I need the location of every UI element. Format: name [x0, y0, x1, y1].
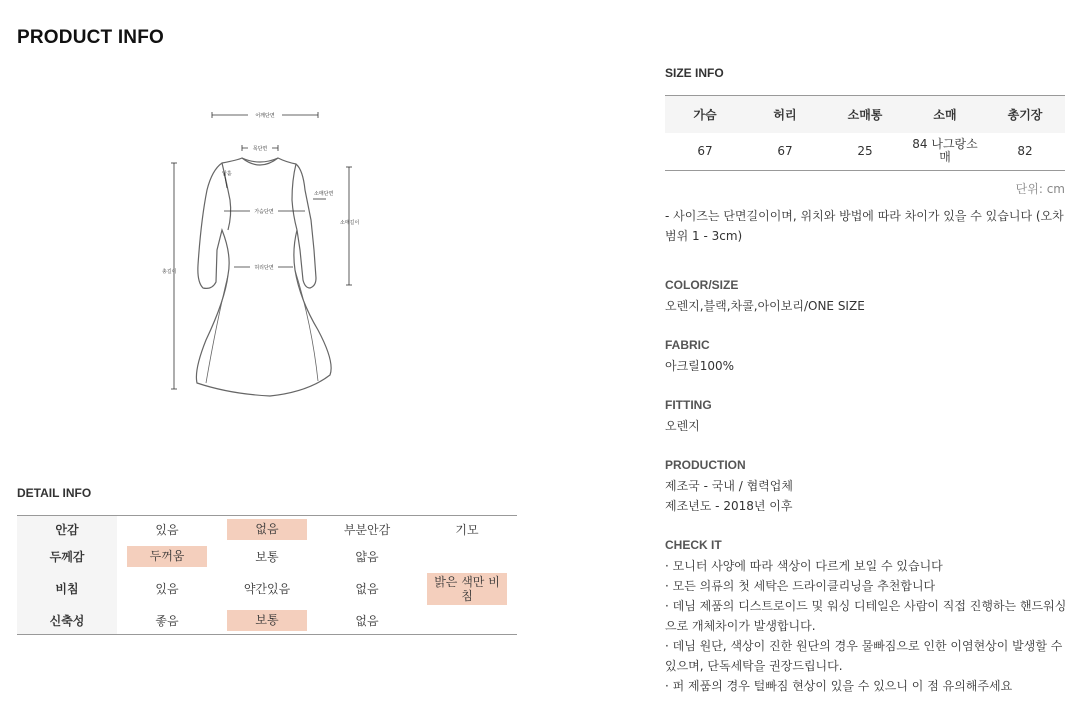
- detail-cell: 좋음: [155, 614, 179, 629]
- detail-cell: 없음: [355, 614, 379, 629]
- fitting-label: FITTING: [665, 398, 712, 412]
- detail-row-stretch: [17, 608, 517, 635]
- detail-head: 두께감: [17, 543, 117, 570]
- diagram-label-sleeve-length: 소매길이: [340, 220, 360, 226]
- size-header-row: [665, 96, 1065, 133]
- detail-info-label: DETAIL INFO: [17, 486, 92, 500]
- check-it-label: CHECK IT: [665, 538, 722, 552]
- color-size-value: 오렌지,블랙,차콜,아이보리/ONE SIZE: [665, 299, 865, 313]
- size-value-row: [665, 133, 1065, 171]
- fabric-value: 아크릴100%: [665, 359, 735, 373]
- fabric-label: FABRIC: [665, 338, 710, 352]
- check-it-item: · 퍼 제품의 경우 털빠짐 현상이 있을 수 있으니 이 점 유의해주세요: [665, 679, 1013, 693]
- production-section: [665, 458, 1070, 516]
- fitting-value: 오렌지: [665, 419, 700, 433]
- diagram-label-shoulder: 어깨단면: [255, 113, 275, 119]
- diagram-label-armhole: 암홀: [222, 171, 232, 177]
- fitting-section: [665, 398, 1070, 436]
- size-info-label: SIZE INFO: [665, 66, 724, 80]
- detail-head: 안감: [17, 516, 117, 543]
- detail-cell-selected: 두꺼움: [127, 546, 207, 567]
- check-it-item: · 모니터 사양에 따라 색상이 다르게 보일 수 있습니다: [665, 559, 943, 573]
- size-value: 84 나그랑소매: [912, 137, 978, 165]
- check-it-item: · 모든 의류의 첫 세탁은 드라이클리닝을 추천합니다: [665, 579, 936, 593]
- diagram-label-waist: 허리단면: [254, 265, 274, 271]
- detail-head: 신축성: [17, 608, 117, 635]
- detail-info-table: [17, 515, 517, 635]
- check-it-item: · 데님 원단, 색상이 진한 원단의 경우 물빠짐으로 인한 이염현상이 발생할 수 있으며, 단독세탁을 권장드립니다.: [665, 639, 1063, 673]
- size-value: 25: [857, 143, 873, 158]
- detail-cell: 기모: [455, 522, 479, 537]
- detail-row-sheerness: [17, 570, 517, 608]
- production-label: PRODUCTION: [665, 458, 746, 472]
- size-unit: 단위: cm: [1015, 182, 1065, 196]
- detail-cell: 없음: [355, 582, 379, 596]
- size-note: - 사이즈는 단면길이이며, 위치와 방법에 따라 차이가 있을 수 있습니다 (오차범위 1 - 3cm): [665, 209, 1064, 243]
- diagram-label-total-length: 총길이: [162, 269, 177, 275]
- size-value: 67: [777, 143, 793, 158]
- detail-cell: 부분안감: [343, 522, 391, 537]
- fabric-section: [665, 338, 1070, 376]
- production-line-1: 제조국 - 국내 / 협력업체: [665, 479, 793, 493]
- size-info-table: [665, 95, 1065, 171]
- check-it-section: [665, 538, 1070, 696]
- diagram-label-neck: 목단면: [252, 146, 268, 152]
- detail-cell-selected: 밝은 색만 비침: [427, 573, 507, 605]
- detail-cell: 있음: [155, 522, 179, 537]
- size-header: 소매통: [825, 96, 905, 133]
- detail-row-lining: [17, 516, 517, 543]
- detail-row-thickness: [17, 543, 517, 570]
- page-title: PRODUCT INFO: [17, 27, 165, 48]
- diagram-label-sleeve-width: 소매단면: [314, 191, 334, 197]
- size-header: 소매: [905, 96, 985, 133]
- detail-cell: 얇음: [355, 549, 379, 564]
- detail-head: 비침: [17, 570, 117, 608]
- size-value: 82: [1017, 143, 1033, 158]
- check-it-item: · 데님 제품의 디스트로이드 및 워싱 디테일은 사람이 직접 진행하는 핸드워싱으로 개체차이가 발생합니다.: [665, 599, 1067, 633]
- diagram-label-chest: 가슴단면: [254, 209, 274, 215]
- detail-cell: 약간있음: [243, 582, 291, 596]
- detail-cell: 보통: [255, 549, 279, 564]
- detail-cell: 있음: [155, 582, 179, 596]
- color-size-label: COLOR/SIZE: [665, 278, 739, 292]
- detail-cell-selected: 보통: [227, 610, 307, 631]
- garment-size-diagram: [150, 100, 380, 410]
- detail-cell-selected: 없음: [227, 519, 307, 540]
- size-header: 총기장: [985, 96, 1065, 133]
- size-header: 허리: [745, 96, 825, 133]
- production-line-2: 제조년도 - 2018년 이후: [665, 499, 793, 513]
- size-header: 가슴: [665, 96, 745, 133]
- color-size-section: [665, 278, 1070, 316]
- size-value: 67: [697, 143, 713, 158]
